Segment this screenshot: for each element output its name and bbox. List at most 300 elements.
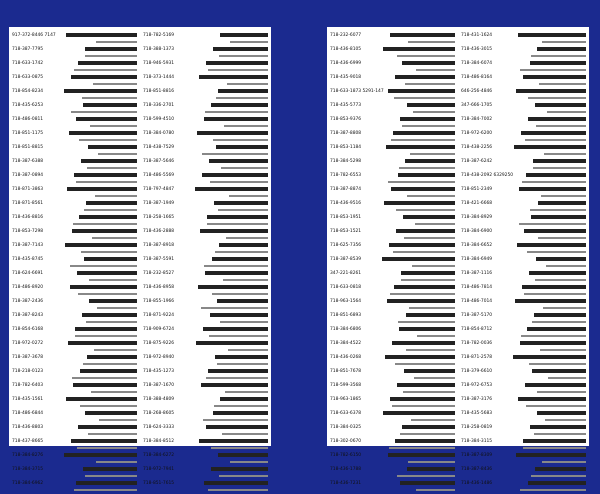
entry-name [82, 312, 137, 318]
directory-entry [12, 87, 137, 101]
entry-phone: 718-384-6949 [461, 256, 493, 262]
directory-entry [12, 157, 137, 171]
entry-line [330, 423, 455, 431]
entry-name [215, 354, 268, 360]
entry-line [461, 59, 586, 67]
entry-line [143, 339, 268, 347]
directory-entry [143, 479, 268, 493]
entry-phone: 718-875-9226 [143, 340, 175, 346]
entry-line [12, 171, 137, 179]
entry-name [204, 116, 268, 122]
directory-entry [461, 199, 586, 213]
directory-entry [12, 45, 137, 59]
entry-line [12, 59, 137, 67]
entry-name [210, 312, 268, 318]
entry-line [461, 101, 586, 109]
entry-phone: 718-435-9018 [330, 74, 362, 80]
entry-name [407, 466, 455, 472]
entry-name [391, 186, 455, 192]
entry-line [12, 129, 137, 137]
entry-name [516, 88, 586, 94]
entry-phone: 718-435-5773 [330, 102, 362, 108]
entry-line [330, 325, 455, 333]
entry-line [330, 31, 455, 39]
entry-phone: 718-871-8561 [12, 200, 44, 206]
entry-name [538, 200, 586, 206]
entry-name [528, 480, 586, 486]
entry-line [330, 73, 455, 81]
entry-phone: 718-387-7795 [12, 46, 44, 52]
directory-entry [143, 157, 268, 171]
directory-entry [12, 395, 137, 409]
directory-entry [330, 465, 455, 479]
entry-phone: 718-384-3715 [12, 466, 44, 472]
directory-entry [12, 381, 137, 395]
entry-phone: 718-486-5569 [143, 172, 175, 178]
directory-entry [330, 297, 455, 311]
entry-name [390, 32, 455, 38]
entry-address [330, 489, 455, 494]
entry-phone: 718-232-8527 [143, 270, 175, 276]
entry-line [330, 339, 455, 347]
entry-phone: 718-436-9516 [330, 200, 362, 206]
entry-line [143, 283, 268, 291]
entry-line [330, 367, 455, 375]
right-page-header [327, 14, 589, 27]
right-page [327, 14, 589, 486]
entry-phone: 718-435-1273 [143, 368, 175, 374]
entry-name [405, 158, 455, 164]
entry-name [519, 186, 586, 192]
entry-name [389, 242, 455, 248]
entry-name [70, 284, 137, 290]
entry-line [143, 367, 268, 375]
entry-line [330, 241, 455, 249]
entry-phone: 718-871-9224 [143, 312, 175, 318]
entry-name [66, 396, 137, 402]
directory-entry [330, 353, 455, 367]
entry-name [404, 368, 455, 374]
entry-phone: 718-388-4809 [143, 396, 175, 402]
entry-phone: 718-387-8808 [330, 130, 362, 136]
directory-entry [330, 143, 455, 157]
entry-name [527, 326, 586, 332]
entry-name [198, 284, 268, 290]
entry-line [461, 255, 586, 263]
entry-phone: 718-853-7298 [12, 228, 44, 234]
entry-address [461, 489, 586, 494]
entry-name [530, 424, 586, 430]
entry-phone: 718-388-1373 [143, 46, 175, 52]
entry-name [400, 480, 455, 486]
entry-name [522, 284, 586, 290]
directory-entry [12, 171, 137, 185]
entry-line [143, 381, 268, 389]
entry-phone: 718-633-1873 5291-147 [330, 88, 384, 94]
entry-phone: 718-258-1665 [143, 214, 175, 220]
entry-line [12, 283, 137, 291]
entry-line [12, 437, 137, 445]
entry-phone: 718-435-1561 [12, 396, 44, 402]
directory-entry [461, 465, 586, 479]
entry-name [533, 158, 586, 164]
entry-name [528, 116, 586, 122]
directory-entry [461, 241, 586, 255]
entry-line [143, 157, 268, 165]
entry-line [143, 45, 268, 53]
entry-line [330, 213, 455, 221]
entry-phone: 718-436-6999 [330, 60, 362, 66]
entry-name [78, 60, 137, 66]
entry-phone: 718-336-2701 [143, 102, 175, 108]
entry-line [461, 409, 586, 417]
entry-line [12, 353, 137, 361]
entry-phone: 718-218-0123 [12, 368, 44, 374]
directory-entry [461, 45, 586, 59]
entry-name [89, 298, 137, 304]
directory-entry [143, 31, 268, 45]
entry-line [12, 297, 137, 305]
entry-line [461, 269, 586, 277]
entry-line [330, 311, 455, 319]
directory-entry [12, 339, 137, 353]
entry-name [216, 144, 268, 150]
directory-entry [12, 143, 137, 157]
directory-entry [143, 73, 268, 87]
directory-entry [12, 479, 137, 493]
entry-line [12, 465, 137, 473]
entry-name [205, 270, 268, 276]
entry-phone: 718-436-0268 [330, 354, 362, 360]
directory-entry [143, 241, 268, 255]
entry-phone: 718-486-8164 [461, 74, 493, 80]
entry-line [12, 479, 137, 487]
entry-phone: 718-972-8940 [143, 354, 175, 360]
entry-address [143, 489, 268, 494]
directory-entry [461, 409, 586, 423]
directory-entry [461, 367, 586, 381]
entry-line [143, 87, 268, 95]
directory-entry [330, 115, 455, 129]
entry-phone: 718-373-1444 [143, 74, 175, 80]
directory-entry [12, 437, 137, 451]
right-page-columns [327, 31, 589, 486]
directory-entry [12, 255, 137, 269]
entry-phone: 718-625-7356 [330, 242, 362, 248]
entry-name [406, 312, 455, 318]
entry-line [461, 31, 586, 39]
entry-line [143, 255, 268, 263]
directory-entry [143, 199, 268, 213]
entry-name [211, 466, 268, 472]
directory-entry [461, 423, 586, 437]
directory-entry [461, 227, 586, 241]
entry-phone: 718-387-6388 [12, 158, 44, 164]
directory-entry [12, 451, 137, 465]
directory-entry [461, 325, 586, 339]
entry-name [71, 74, 137, 80]
entry-name [68, 340, 137, 346]
entry-phone: 718-384-6962 [12, 480, 44, 486]
entry-phone: 718-972-6200 [461, 130, 493, 136]
directory-entry [461, 297, 586, 311]
entry-phone: 718-851-7678 [330, 368, 362, 374]
entry-name [402, 424, 455, 430]
directory-entry [143, 269, 268, 283]
entry-line [461, 241, 586, 249]
entry-name [83, 466, 137, 472]
directory-entry [12, 423, 137, 437]
entry-name [71, 438, 137, 444]
directory-entry [461, 31, 586, 45]
entry-phone: 718-854-8712 [461, 326, 493, 332]
entry-name [407, 102, 455, 108]
entry-phone: 718-436-1486 [461, 480, 493, 486]
entry-line [143, 241, 268, 249]
directory-entry [12, 409, 137, 423]
directory-entry [12, 199, 137, 213]
entry-line [143, 395, 268, 403]
directory-entry [12, 185, 137, 199]
entry-line [461, 423, 586, 431]
entry-line [12, 409, 137, 417]
entry-phone: 718-854-8234 [12, 88, 44, 94]
directory-entry [330, 367, 455, 381]
entry-name [200, 228, 268, 234]
left-page [9, 14, 271, 486]
entry-line [461, 311, 586, 319]
entry-phone: 718-946-5931 [143, 60, 175, 66]
entry-line [330, 353, 455, 361]
entry-line [330, 199, 455, 207]
entry-name [518, 396, 586, 402]
entry-name [64, 452, 137, 458]
entry-name [84, 256, 137, 262]
entry-name [531, 214, 586, 220]
entry-line [143, 451, 268, 459]
entry-name [88, 144, 137, 150]
entry-phone: 718-851-8815 [12, 144, 44, 150]
entry-phone: 718-387-7143 [12, 242, 44, 248]
entry-phone: 718-438-2092 6329250 [461, 172, 514, 178]
entry-line [12, 143, 137, 151]
entry-name [76, 480, 137, 486]
entry-line [12, 185, 137, 193]
entry-name [536, 256, 586, 262]
left-page-column-1 [140, 31, 271, 486]
entry-line [143, 199, 268, 207]
entry-line [461, 213, 586, 221]
entry-phone: 718-851-7615 [143, 480, 175, 486]
entry-line [12, 73, 137, 81]
entry-name [398, 172, 455, 178]
entry-phone: 718-387-8539 [330, 256, 362, 262]
entry-name [394, 284, 455, 290]
entry-phone: 718-387-3176 [461, 396, 493, 402]
entry-line [12, 451, 137, 459]
entry-name [213, 410, 268, 416]
entry-name [220, 32, 268, 38]
directory-entry [143, 143, 268, 157]
entry-phone: 718-302-0670 [330, 438, 362, 444]
entry-line [461, 325, 586, 333]
entry-name [517, 242, 586, 248]
directory-entry [461, 185, 586, 199]
entry-name [65, 242, 137, 248]
directory-entry [461, 171, 586, 185]
entry-name [513, 354, 586, 360]
entry-phone: 718-486-8920 [12, 284, 44, 290]
directory-entry [461, 157, 586, 171]
directory-entry [143, 451, 268, 465]
entry-line [461, 437, 586, 445]
entry-phone: 718-436-8816 [12, 214, 44, 220]
directory-entry [461, 353, 586, 367]
entry-line [461, 171, 586, 179]
directory-entry [461, 381, 586, 395]
directory-entry [330, 87, 455, 101]
entry-name [79, 214, 137, 220]
entry-line [12, 157, 137, 165]
directory-entry [330, 409, 455, 423]
entry-phone: 718-436-1788 [330, 466, 362, 472]
directory-entry [143, 465, 268, 479]
entry-name [385, 354, 455, 360]
entry-line [12, 101, 137, 109]
right-page-column-2 [327, 31, 458, 486]
entry-name [199, 438, 268, 444]
entry-name [207, 214, 268, 220]
entry-phone: 718-486-7014 [461, 298, 493, 304]
entry-phone: 718-436-3015 [461, 46, 493, 52]
entry-line [143, 213, 268, 221]
directory-entry [330, 199, 455, 213]
entry-name [516, 452, 586, 458]
directory-entry [12, 73, 137, 87]
entry-line [461, 367, 586, 375]
directory-entry [12, 31, 137, 45]
entry-name [393, 130, 455, 136]
entry-phone: 718-258-0819 [461, 424, 493, 430]
left-page-column-2 [9, 31, 140, 486]
entry-name [400, 116, 455, 122]
entry-name [211, 102, 268, 108]
entry-phone: 718-853-9376 [330, 116, 362, 122]
entry-line [143, 101, 268, 109]
entry-name [214, 200, 268, 206]
entry-line [12, 241, 137, 249]
entry-phone: 347-221-8261 [330, 270, 362, 276]
entry-phone: 718-486-6844 [12, 410, 44, 416]
directory-entry [330, 185, 455, 199]
entry-line [461, 115, 586, 123]
entry-line [143, 353, 268, 361]
directory-entry [330, 395, 455, 409]
entry-name [523, 74, 586, 80]
entry-line [12, 255, 137, 263]
entry-phone: 718-268-8605 [143, 410, 175, 416]
entry-name [212, 256, 268, 262]
entry-phone: 718-851-6893 [330, 312, 362, 318]
entry-line [143, 423, 268, 431]
entry-phone: 718-853-1184 [330, 144, 362, 150]
entry-name [217, 298, 268, 304]
entry-line [330, 479, 455, 487]
entry-line [461, 339, 586, 347]
entry-phone: 718-486-0811 [12, 116, 44, 122]
entry-name [206, 60, 268, 66]
directory-entry [461, 395, 586, 409]
entry-line [330, 395, 455, 403]
entry-line [461, 353, 586, 361]
entry-name [78, 424, 137, 430]
entry-line [461, 395, 586, 403]
entry-phone: 718-599-4510 [143, 116, 175, 122]
entry-phone: 718-384-6652 [461, 242, 493, 248]
entry-name [87, 354, 137, 360]
entry-phone: 718-851-8816 [143, 88, 175, 94]
entry-line [143, 171, 268, 179]
entry-line [143, 479, 268, 487]
entry-line [461, 227, 586, 235]
entry-name [203, 326, 268, 332]
entry-phone: 718-909-6724 [143, 326, 175, 332]
entry-name [388, 88, 455, 94]
entry-name [199, 74, 268, 80]
entry-line [330, 143, 455, 151]
directory-entry [330, 255, 455, 269]
directory-entry [143, 395, 268, 409]
directory-entry [12, 297, 137, 311]
entry-phone: 718-387-8436 [461, 466, 493, 472]
entry-phone: 718-972-7941 [143, 466, 175, 472]
entry-name [218, 88, 268, 94]
directory-entry [330, 311, 455, 325]
entry-name [220, 396, 268, 402]
entry-line [461, 129, 586, 137]
entry-name [196, 340, 268, 346]
entry-name [403, 214, 455, 220]
entry-name [523, 438, 586, 444]
directory-entry [12, 353, 137, 367]
entry-name [219, 242, 268, 248]
entry-line [143, 31, 268, 39]
entry-phone: 718-387-8874 [330, 186, 362, 192]
entry-line [143, 73, 268, 81]
entry-name [75, 326, 137, 332]
entry-line [12, 269, 137, 277]
entry-phone: 718-633-0818 [330, 284, 362, 290]
entry-phone: 347-666-1705 [461, 102, 493, 108]
entry-line [143, 59, 268, 67]
entry-name [526, 172, 586, 178]
entry-name [535, 466, 586, 472]
entry-line [461, 143, 586, 151]
entry-phone: 718-384-7002 [461, 116, 493, 122]
entry-phone: 917-372-8446 7147 [12, 32, 56, 38]
entry-line [461, 45, 586, 53]
entry-line [330, 45, 455, 53]
entry-line [12, 311, 137, 319]
entry-phone: 718-963-1564 [330, 298, 362, 304]
entry-name [399, 326, 455, 332]
entry-address [12, 489, 137, 494]
directory-entry [330, 241, 455, 255]
left-page-header [9, 14, 271, 27]
entry-line [12, 213, 137, 221]
directory-entry [12, 269, 137, 283]
entry-phone: 718-384-6272 [143, 452, 175, 458]
